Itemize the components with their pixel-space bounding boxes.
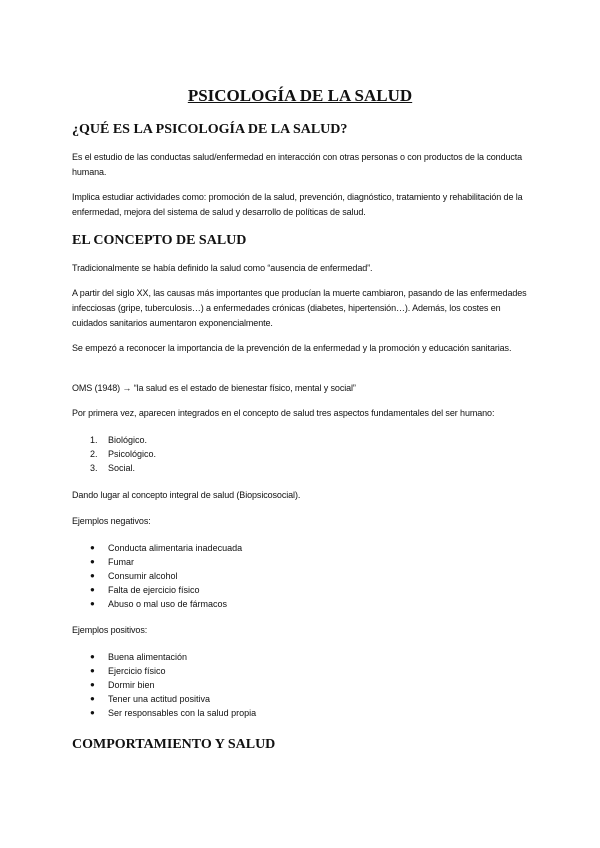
bullet-icon: ●	[90, 694, 95, 703]
positive-examples-list	[72, 650, 256, 720]
paragraph-activities: Implica estudiar actividades como: promoción de la salud, prevención, diagnóstico, tratamiento y rehabilitación de la enfermedad, mejora del sistema de salud y desarrollo de políticas de salud.	[72, 192, 523, 217]
paragraph-traditional: Tradicionalmente se había definido la salud como “ausencia de enfermedad”.	[72, 263, 373, 273]
list-item: ● Ser responsables con la salud propia	[90, 708, 257, 718]
negative-examples-list	[72, 541, 242, 611]
bullet-icon: ●	[90, 571, 95, 580]
paragraph-siglo-xx: A partir del siglo XX, las causas más importantes que producían la muerte cambiaron, pasando de las enfermedades infecciosas (gripe, tuberculosis…) a enfermedades crónicas (diabetes, hipertensión…). Además, los costes en cuidados sanitarios aumentaron exponencialmente.	[72, 288, 527, 328]
positive-examples-label: Ejemplos positivos:	[72, 625, 148, 635]
list-item: 2. Psicológico.	[90, 449, 157, 459]
paragraph-biopsicosocial: Dando lugar al concepto integral de salud (Biopsicosocial).	[72, 490, 301, 500]
list-item: 3. Social.	[90, 463, 136, 473]
list-item: ● Abuso o mal uso de fármacos	[90, 599, 228, 609]
section-heading-que-es: ¿QUÉ ES LA PSICOLOGÍA DE LA SALUD?	[72, 122, 348, 137]
bullet-icon: ●	[90, 557, 95, 566]
bullet-icon: ●	[90, 543, 95, 552]
bullet-icon: ●	[90, 708, 95, 717]
list-item: ● Tener una actitud positiva	[90, 694, 211, 704]
paragraph-prevention: Se empezó a reconocer la importancia de la prevención de la enfermedad y la promoción y educación sanitarias.	[72, 343, 512, 353]
negative-examples-label: Ejemplos negativos:	[72, 516, 151, 526]
bullet-icon: ●	[90, 680, 95, 689]
paragraph-integrated: Por primera vez, aparecen integrados en el concepto de salud tres aspectos fundamentales del ser humano:	[72, 408, 495, 418]
bullet-icon: ●	[90, 666, 95, 675]
paragraph-definition: Es el estudio de las conductas salud/enfermedad en interacción con otras personas o con productos de la conducta humana.	[72, 152, 523, 177]
bullet-icon: ●	[90, 652, 95, 661]
list-item: ● Buena alimentación	[90, 652, 188, 662]
list-item: 1. Biológico.	[90, 435, 148, 445]
list-item: ● Conducta alimentaria inadecuada	[90, 543, 243, 553]
section-heading-concepto: EL CONCEPTO DE SALUD	[72, 233, 247, 248]
bullet-icon: ●	[90, 599, 95, 608]
list-item: ● Dormir bien	[90, 680, 155, 690]
section-heading-comportamiento: COMPORTAMIENTO Y SALUD	[72, 737, 276, 752]
list-item: ● Consumir alcohol	[90, 571, 178, 581]
bullet-icon: ●	[90, 585, 95, 594]
list-item: ● Ejercicio físico	[90, 666, 166, 676]
list-item: ● Falta de ejercicio físico	[90, 585, 200, 595]
document-title: PSICOLOGÍA DE LA SALUD	[187, 86, 413, 105]
paragraph-oms: OMS (1948) → “la salud es el estado de bienestar físico, mental y social”	[72, 383, 356, 393]
list-item: ● Fumar	[90, 557, 135, 567]
aspects-list	[72, 433, 156, 475]
